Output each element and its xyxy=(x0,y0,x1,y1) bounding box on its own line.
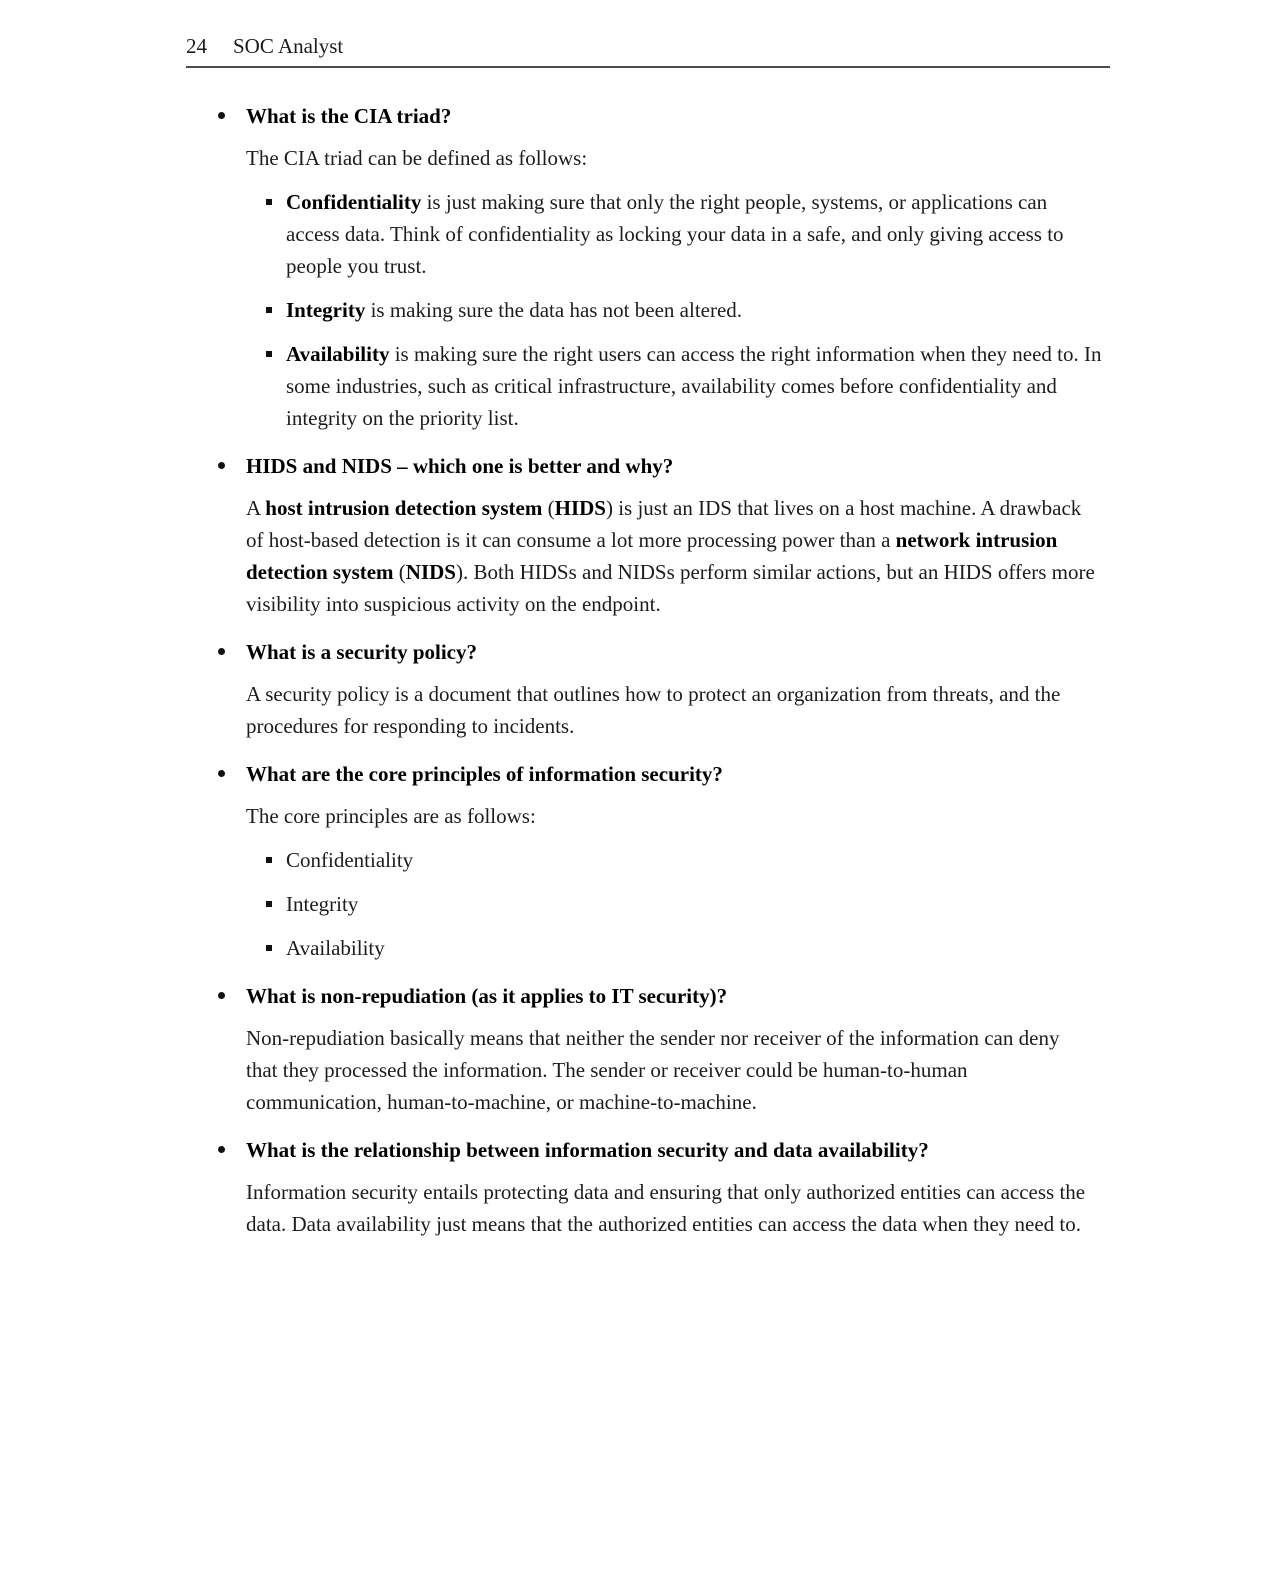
square-bullet-icon xyxy=(266,857,272,863)
sub-bullet-row xyxy=(266,844,1110,876)
running-title: SOC Analyst xyxy=(233,34,344,58)
qa-item xyxy=(218,100,1110,434)
circle-bullet-icon xyxy=(218,112,225,119)
question-text: What is the CIA triad? xyxy=(246,104,452,128)
square-bullet-icon xyxy=(266,307,272,313)
answer-paragraph: The CIA triad can be defined as follows: xyxy=(246,146,588,170)
question-text: What is non-repudiation (as it applies to IT security)? xyxy=(246,984,728,1008)
question-text: HIDS and NIDS – which one is better and why? xyxy=(246,454,674,478)
page-header xyxy=(186,34,343,58)
answer-paragraph: The core principles are as follows: xyxy=(246,804,536,828)
question-row xyxy=(218,1134,1110,1166)
circle-bullet-icon xyxy=(218,770,225,777)
page-number: 24 xyxy=(186,34,207,58)
sub-bullet-text: Integrity xyxy=(286,892,359,916)
square-bullet-icon xyxy=(266,351,272,357)
sub-bullet-text: Confidentiality xyxy=(286,848,414,872)
answer-paragraph: A security policy is a document that outlines how to protect an organization from threats, and the procedures for responding to incidents. xyxy=(246,682,1061,738)
question-row xyxy=(218,980,1110,1012)
circle-bullet-icon xyxy=(218,648,225,655)
question-text: What is the relationship between information security and data availability? xyxy=(246,1138,929,1162)
sub-bullet-text: Integrity is making sure the data has not been altered. xyxy=(286,298,743,322)
sub-bullet-row xyxy=(266,888,1110,920)
question-row xyxy=(218,450,1110,482)
question-row xyxy=(218,100,1110,132)
sub-bullet-row xyxy=(266,932,1110,964)
circle-bullet-icon xyxy=(218,462,225,469)
question-row xyxy=(218,758,1110,790)
header-rule xyxy=(186,66,1110,68)
sub-bullet-text: Confidentiality is just making sure that only the right people, systems, or applications can access data. Think of confidentiality as locking your data in a safe, and only giving access to people you trust. xyxy=(286,190,1064,278)
circle-bullet-icon xyxy=(218,1146,225,1153)
square-bullet-icon xyxy=(266,945,272,951)
answer-paragraph: A host intrusion detection system (HIDS) is just an IDS that lives on a host machine. A drawback of host-based detection is it can consume a lot more processing power than a network intrusion detection system (NIDS). Both HIDSs and NIDSs perform similar actions, but an HIDS offers more visibility into suspicious activity on the endpoint. xyxy=(246,496,1095,616)
qa-item xyxy=(218,636,1110,742)
qa-item xyxy=(218,450,1110,620)
sub-bullet-text: Availability is making sure the right users can access the right information when they need to. In some industries, such as critical infrastructure, availability comes before confidentiality and integrity on the priority list. xyxy=(286,342,1102,430)
answer-paragraph: Information security entails protecting data and ensuring that only authorized entities can access the data. Data availability just means that the authorized entities can access the data when they need to. xyxy=(246,1180,1086,1236)
answer-paragraph: Non-repudiation basically means that neither the sender nor receiver of the information can deny that they processed the information. The sender or receiver could be human-to-human communication, human-to-machine, or machine-to-machine. xyxy=(246,1026,1060,1114)
qa-item xyxy=(218,1134,1110,1240)
question-text: What is a security policy? xyxy=(246,640,477,664)
qa-item xyxy=(218,758,1110,964)
sub-bullet-row xyxy=(266,338,1110,434)
square-bullet-icon xyxy=(266,901,272,907)
qa-item xyxy=(218,980,1110,1118)
question-row xyxy=(218,636,1110,668)
question-text: What are the core principles of information security? xyxy=(246,762,723,786)
sub-bullet-row xyxy=(266,294,1110,326)
qa-list xyxy=(218,100,1110,1240)
circle-bullet-icon xyxy=(218,992,225,999)
sub-bullet-row xyxy=(266,186,1110,282)
sub-bullet-text: Availability xyxy=(286,936,385,960)
square-bullet-icon xyxy=(266,199,272,205)
